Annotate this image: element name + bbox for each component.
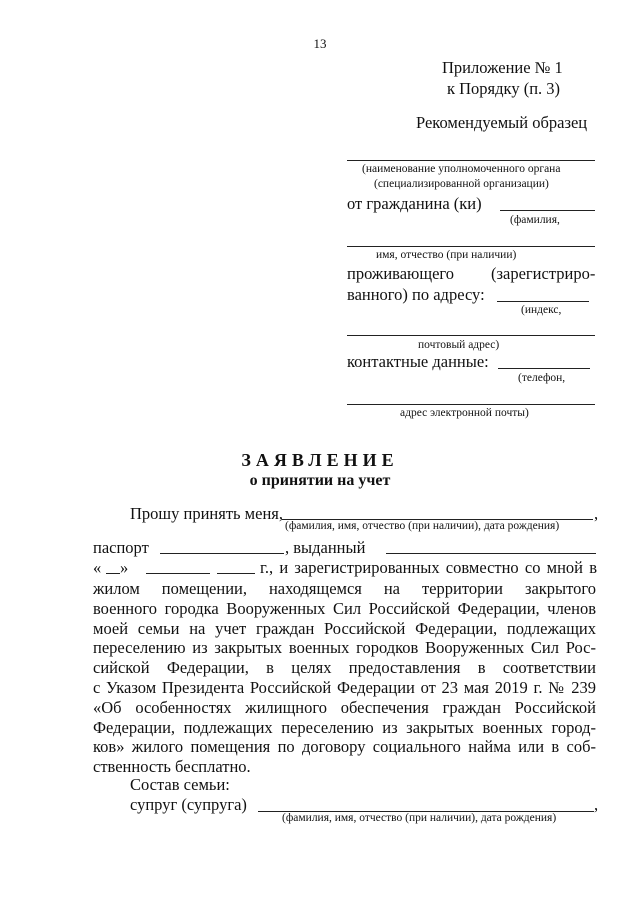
appendix-line-1: Приложение № 1 — [442, 58, 563, 77]
contacts-label: контактные данные: — [347, 352, 489, 371]
request-intro: Прошу принять меня, — [130, 504, 283, 523]
spouse-hint: (фамилия, имя, отчество (при наличии), дата рождения) — [282, 812, 557, 824]
body-line: ственность бесплатно. — [93, 757, 251, 777]
residing-label-1b: (зарегистриро- — [491, 264, 596, 283]
postal-hint: почтовый адрес) — [418, 339, 500, 351]
date-close-quote: » — [120, 558, 129, 577]
organ-hint-1: (наименование уполномоченного органа — [362, 163, 561, 175]
day-line[interactable] — [106, 573, 120, 574]
email-line[interactable] — [347, 404, 595, 405]
body-line: жилом помещении, находящемся на территории закрытого — [93, 579, 596, 598]
residing-label-1a: проживающего — [347, 264, 455, 283]
index-line[interactable] — [497, 301, 589, 302]
month-line[interactable] — [146, 573, 210, 574]
phone-line[interactable] — [498, 368, 590, 369]
page-number: 13 — [313, 36, 327, 51]
organ-name-line[interactable] — [347, 160, 595, 161]
index-hint: (индекс, — [521, 304, 562, 316]
body-line: ков» жилого помещения по договору социального найма или в соб- — [93, 737, 596, 757]
surname-hint: (фамилия, — [510, 214, 560, 226]
year-line[interactable] — [217, 573, 255, 574]
body-line: военного городка Вооруженных Сил Российской Федерации, членов — [93, 598, 596, 618]
body-line: моей семьи на учет граждан Российской Федерации, подлежащих — [93, 618, 596, 638]
spouse-comma: , — [594, 795, 599, 814]
phone-hint: (телефон, — [518, 372, 566, 384]
surname-line[interactable] — [500, 210, 595, 211]
body-line: переселению из закрытых военных городков Вооруженных Сил Рос- — [93, 638, 596, 658]
issued-by-line[interactable] — [386, 553, 596, 554]
recommended-sample: Рекомендуемый образец — [416, 113, 588, 132]
document-title: ЗАЯВЛЕНИЕ — [241, 450, 399, 470]
postal-address-line[interactable] — [347, 335, 595, 336]
year-suffix: г., и зарегистрированных совместно со мной в — [260, 558, 597, 577]
residing-label-2: ванного) по адресу: — [347, 285, 485, 304]
issued-label: , выданный — [285, 538, 366, 557]
passport-label: паспорт — [93, 538, 149, 557]
date-open-quote: « — [93, 558, 102, 577]
from-citizen-label: от гражданина (ки) — [347, 194, 482, 213]
appendix-line-2: к Порядку (п. 3) — [447, 79, 561, 98]
body-line: «Об особенностях жилищного обеспечения граждан Российской — [93, 697, 596, 717]
body-line: сийской Федерации, в целях предоставления в соответствии — [93, 658, 596, 678]
document-subtitle: о принятии на учет — [249, 472, 391, 489]
applicant-comma: , — [594, 504, 599, 523]
email-hint: адрес электронной почты) — [400, 407, 529, 419]
name-line[interactable] — [347, 246, 595, 247]
name-hint: имя, отчество (при наличии) — [376, 249, 517, 261]
passport-number-line[interactable] — [160, 553, 284, 554]
organ-hint-2: (специализированной организации) — [374, 178, 549, 190]
family-label: Состав семьи: — [130, 775, 230, 794]
body-line: с Указом Президента Российской Федерации от 23 мая 2019 г. № 239 — [93, 677, 596, 697]
spouse-label: супруг (супруга) — [130, 795, 247, 814]
body-line: Федерации, подлежащих переселению из закрытых военных город- — [93, 717, 596, 737]
applicant-hint: (фамилия, имя, отчество (при наличии), дата рождения) — [285, 520, 560, 532]
request-body — [93, 579, 596, 777]
